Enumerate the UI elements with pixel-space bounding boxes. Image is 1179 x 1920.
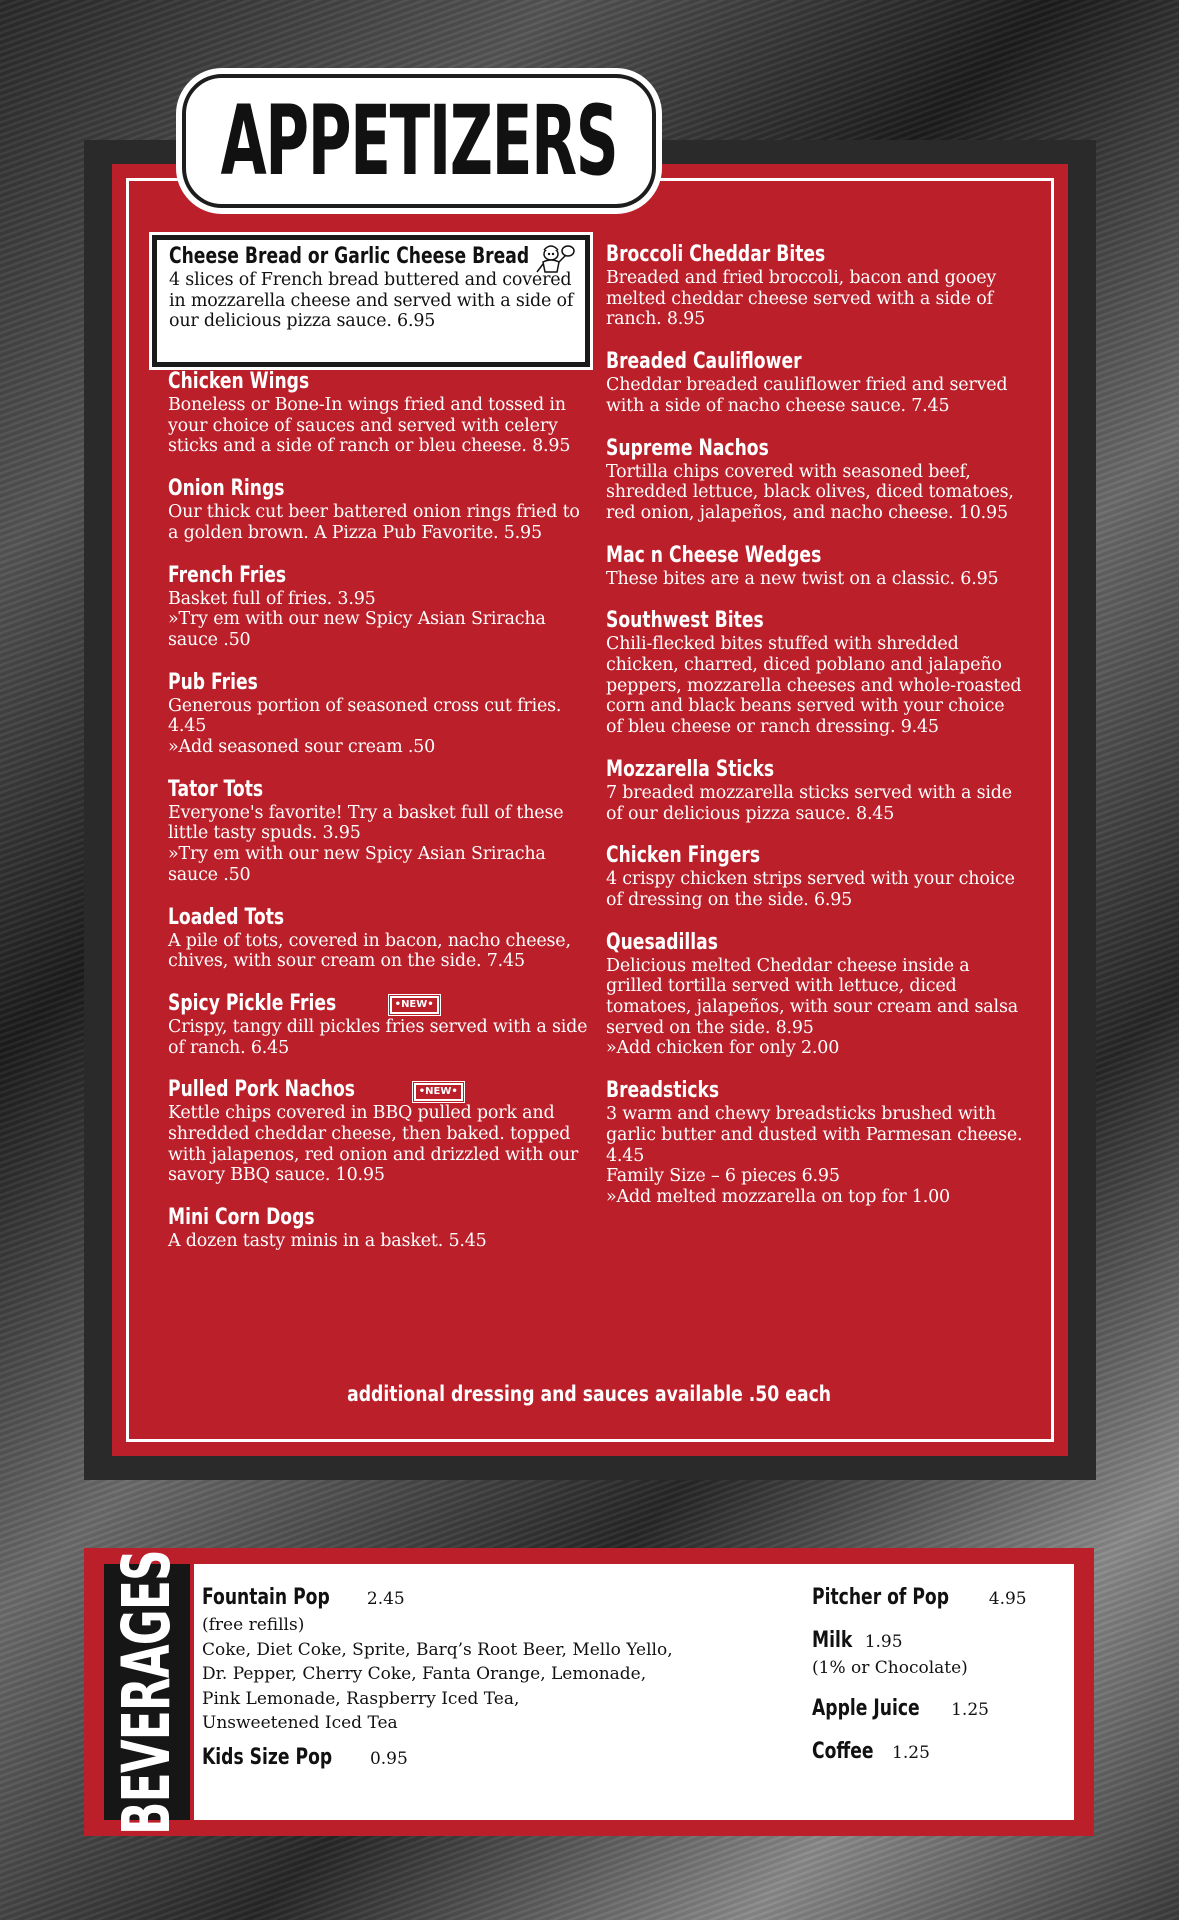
footer-note: additional dressing and sauces available .50 each [347,1382,832,1406]
menu-item-name: Chicken Fingers [606,843,761,869]
menu-item-extra: »Add chicken for only 2.00 [606,1038,840,1059]
menu-item [606,757,1026,824]
menu-item [168,905,588,972]
beverage-flavor-line: Pink Lemonade, Raspberry Iced Tea, [202,1688,520,1709]
beverage-flavor-line: Unsweetened Iced Tea [202,1713,398,1733]
beverage-price: 1.95 [864,1632,903,1652]
menu-item-desc: Crispy, tangy dill pickles fries served with a side of ranch. 6.45 [168,1016,588,1058]
new-badge: •NEW• [414,1083,463,1101]
beverage-price: 0.95 [369,1748,408,1769]
menu-item-name: Spicy Pickle Fries [168,990,337,1016]
menu-item [606,242,1026,330]
menu-item [168,670,588,758]
beverage-item [812,1738,1052,1767]
menu-item [606,608,1026,738]
menu-item [168,1205,588,1252]
beverage-price: 4.95 [988,1589,1027,1609]
beverage-name: Fountain Pop [202,1585,330,1610]
menu-item-name: Onion Rings [168,476,285,502]
appetizers-left-column [168,369,588,1271]
beverage-price: 2.45 [366,1589,405,1609]
menu-item-extra: »Add seasoned sour cream .50 [168,737,436,758]
menu-item-desc: Breaded and fried broccoli, bacon and gooey melted cheddar cheese served with a side of ranch. 8.95 [606,268,997,330]
menu-item-name: Pulled Pork Nachos [168,1077,356,1103]
menu-item-desc: These bites are a new twist on a classic. 6.95 [606,568,999,589]
menu-item-desc: Generous portion of seasoned cross cut fries. 4.45 [168,695,562,737]
menu-item-name: Mac n Cheese Wedges [606,542,822,568]
menu-item-name: Chicken Wings [168,369,310,394]
menu-item-desc: 7 breaded mozzarella sticks served with a side of our delicious pizza sauce. 8.45 [606,782,1012,824]
beverage-name: Coffee [812,1738,874,1764]
menu-item-name: French Fries [168,562,287,588]
beverage-flavor-line: Dr. Pepper, Cherry Coke, Fanta Orange, Lemonade, [202,1664,647,1684]
beverage-item [812,1627,1052,1656]
menu-item-name: Quesadillas [606,929,718,955]
menu-item-desc: A pile of tots, covered in bacon, nacho cheese, chives, with sour cream on the side. 7.45 [168,930,571,972]
menu-item-desc: 4 crispy chicken strips served with your choice of dressing on the side. 6.95 [606,869,1015,910]
menu-item-name: Southwest Bites [606,608,764,634]
beverage-item [202,1744,722,1773]
menu-item-desc: Everyone's favorite! Try a basket full of these little tasty spuds. 3.95 [168,802,564,844]
beverage-name: Kids Size Pop [202,1744,333,1770]
menu-item [168,369,588,457]
featured-item [152,235,590,367]
beverage-item [202,1584,722,1613]
beverage-note: (free refills) [202,1615,305,1635]
menu-item-extra: Family Size – 6 pieces 6.95 [606,1166,840,1187]
menu-item [606,436,1026,524]
menu-item-name: Supreme Nachos [606,435,769,461]
menu-item-name: Breaded Cauliflower [606,349,802,375]
appetizers-title-badge [182,74,656,208]
menu-item-desc: Tortilla chips covered with seasoned beef, shredded lettuce, black olives, diced tomatoes, red onion, jalapeños, and nacho cheese. 10.95 [606,461,1014,523]
beverage-item [812,1584,1052,1613]
menu-item-name: Mini Corn Dogs [168,1205,315,1231]
menu-item-desc: Our thick cut beer battered onion rings fried to a golden brown. A Pizza Pub Favorite. 5.95 [168,502,580,543]
beverages-title-strip [104,1549,190,1835]
menu-item-name: Broccoli Cheddar Bites [606,242,826,267]
menu-item [606,930,1026,1060]
menu-item-desc: Chili-flecked bites stuffed with shredded chicken, charred, diced poblano and jalapeño peppers, mozzarella cheeses and whole-roasted corn and black beans served with your choice of bleu cheese or ranch dressing. 9.45 [606,634,1022,738]
beverage-note: (1% or Chocolate) [812,1658,968,1678]
beverage-flavor-line: Coke, Diet Coke, Sprite, Barq’s Root Beer, Mello Yello, [202,1639,673,1660]
beverage-name: Milk [812,1628,853,1653]
beverage-item [812,1695,1052,1724]
menu-item [168,777,588,886]
appetizers-title: APPETIZERS [220,85,618,197]
menu-item-desc: Kettle chips covered in BBQ pulled pork and shredded cheddar cheese, then baked. topped with jalapenos, red onion and drizzled with our savory BBQ sauce. 10.95 [168,1103,579,1186]
menu-item [606,1078,1026,1208]
menu-item-desc: Boneless or Bone-In wings fried and tossed in your choice of sauces and served with celery sticks and a side of ranch or bleu cheese. 8.95 [168,395,571,457]
menu-item [606,543,1026,590]
beverage-name: Apple Juice [812,1695,920,1721]
menu-item-extra: »Try em with our new Spicy Asian Sriracha sauce .50 [168,844,546,885]
menu-item-extra: »Add melted mozzarella on top for 1.00 [606,1186,950,1207]
featured-item-desc: 4 slices of French bread buttered and covered in mozzarella cheese and served with a side of our delicious pizza sauce. 6.95 [169,270,574,332]
beverages-panel [84,1548,1094,1836]
menu-item [168,991,588,1058]
menu-item [168,476,588,543]
beverage-name: Pitcher of Pop [812,1585,950,1610]
menu-item-desc: A dozen tasty minis in a basket. 5.45 [168,1231,487,1252]
menu-item-name: Breadsticks [606,1078,720,1104]
menu-item-desc: Basket full of fries. 3.95 [168,588,376,609]
featured-item-name: Cheese Bread or Garlic Cheese Bread [169,244,530,269]
beverages-title: BEVERAGES [108,1549,186,1835]
menu-item-name: Pub Fries [168,669,258,695]
menu-item [606,843,1026,910]
menu-item-name: Mozzarella Sticks [606,756,775,782]
beverage-price: 1.25 [951,1699,989,1720]
menu-item [168,1077,588,1186]
appetizers-right-column [606,242,1026,1227]
menu-item-name: Tator Tots [168,776,264,802]
beverages-left-column [202,1584,722,1773]
menu-item-desc: Cheddar breaded cauliflower fried and served with a side of nacho cheese sauce. 7.45 [606,375,1008,416]
new-badge: •NEW• [390,996,439,1014]
menu-item-name: Loaded Tots [168,904,285,930]
menu-item [606,349,1026,416]
menu-item-desc: Delicious melted Cheddar cheese inside a grilled tortilla served with lettuce, diced tomatoes, jalapeños, with sour cream and salsa served on the side. 8.95 [606,955,1018,1038]
menu-item-extra: »Try em with our new Spicy Asian Sriracha sauce .50 [168,609,546,650]
beverage-price: 1.25 [892,1742,930,1763]
menu-item [168,563,588,651]
menu-item-desc: 3 warm and chewy breadsticks brushed with garlic butter and dusted with Parmesan cheese. 4.45 [606,1104,1023,1166]
beverages-right-column [812,1584,1052,1767]
